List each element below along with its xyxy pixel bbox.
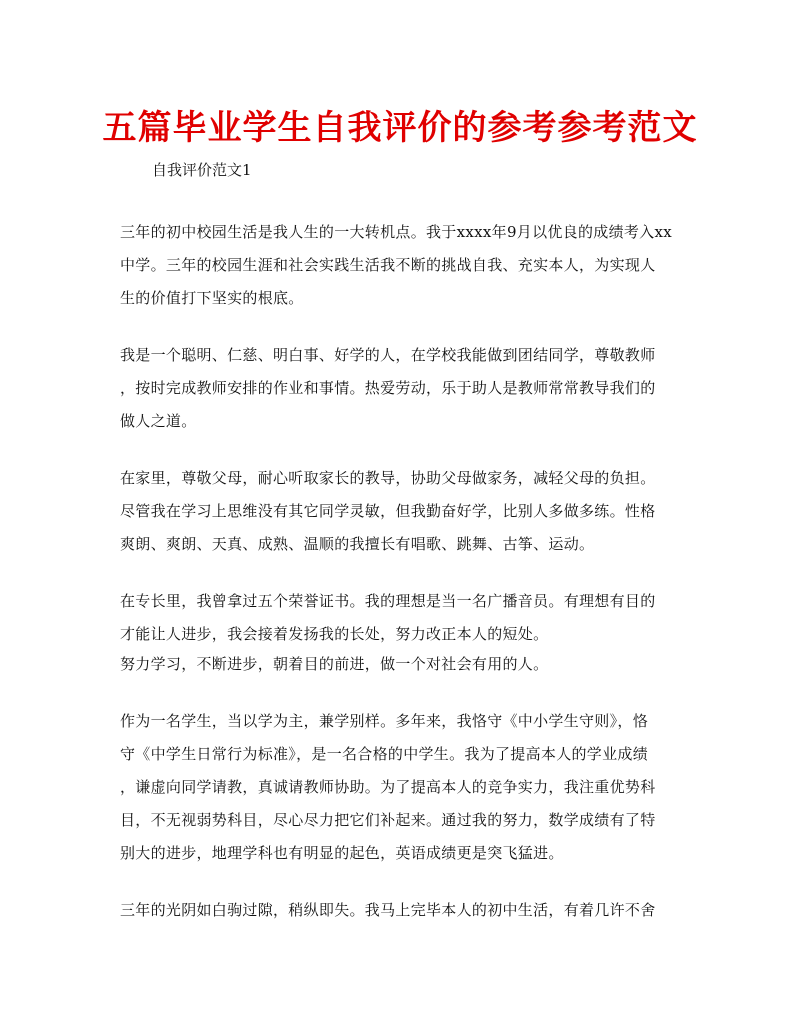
paragraph-line: ，按时完成教师安排的作业和事情。热爱劳动，乐于助人是教师常常教导我们的 bbox=[120, 379, 656, 397]
paragraph-line: 尽管我在学习上思维没有其它同学灵敏，但我勤奋好学，比别人多做多练。性格 bbox=[120, 502, 656, 520]
paragraph-line: 作为一名学生，当以学为主，兼学别样。多年来，我恪守《中小学生守则》，恪 bbox=[120, 712, 649, 730]
paragraph-line: 别大的进步，地理学科也有明显的起色，英语成绩更是突飞猛进。 bbox=[120, 844, 564, 862]
paragraph-line: ，谦虚向同学请教，真诚请教师协助。为了提高本人的竞争实力，我注重优势科 bbox=[120, 778, 656, 796]
document-title: 五篇毕业学生自我评价的参考参考范文 bbox=[102, 108, 698, 148]
paragraph-line: 三年的初中校园生活是我人生的一大转机点。我于xxxx年9月以优良的成绩考入xx bbox=[120, 223, 673, 241]
paragraph-line: 三年的光阴如白驹过隙，稍纵即失。我马上完毕本人的初中生活，有着几许不舍 bbox=[120, 901, 656, 919]
paragraph-line: 努力学习，不断进步，朝着目的前进，做一个对社会有用的人。 bbox=[120, 655, 549, 673]
paragraph-line: 爽朗、爽朗、天真、成熟、温顺的我擅长有唱歌、跳舞、古筝、运动。 bbox=[120, 535, 595, 553]
paragraph-line: 才能让人进步，我会接着发扬我的长处，努力改正本人的短处。 bbox=[120, 625, 549, 643]
paragraph-line: 做人之道。 bbox=[120, 412, 197, 430]
paragraph-line: 在家里，尊敬父母，耐心听取家长的教导，协助父母做家务，减轻父母的负担。 bbox=[120, 469, 656, 487]
paragraph-line: 守《中学生日常行为标准》，是一名合格的中学生。我为了提高本人的学业成绩 bbox=[120, 745, 649, 763]
paragraph-line: 生的价值打下坚实的根底。 bbox=[120, 289, 304, 307]
paragraph-line: 中学。三年的校园生涯和社会实践生活我不断的挑战自我、充实本人，为实现人 bbox=[120, 256, 656, 274]
paragraph-line: 目，不无视弱势科目，尽心尽力把它们补起来。通过我的努力，数学成绩有了特 bbox=[120, 811, 656, 829]
paragraph-line: 我是一个聪明、仁慈、明白事、好学的人，在学校我能做到团结同学，尊敬教师 bbox=[120, 346, 656, 364]
section-heading: 自我评价范文1 bbox=[152, 161, 252, 179]
paragraph-line: 在专长里，我曾拿过五个荣誉证书。我的理想是当一名广播音员。有理想有目的 bbox=[120, 592, 656, 610]
